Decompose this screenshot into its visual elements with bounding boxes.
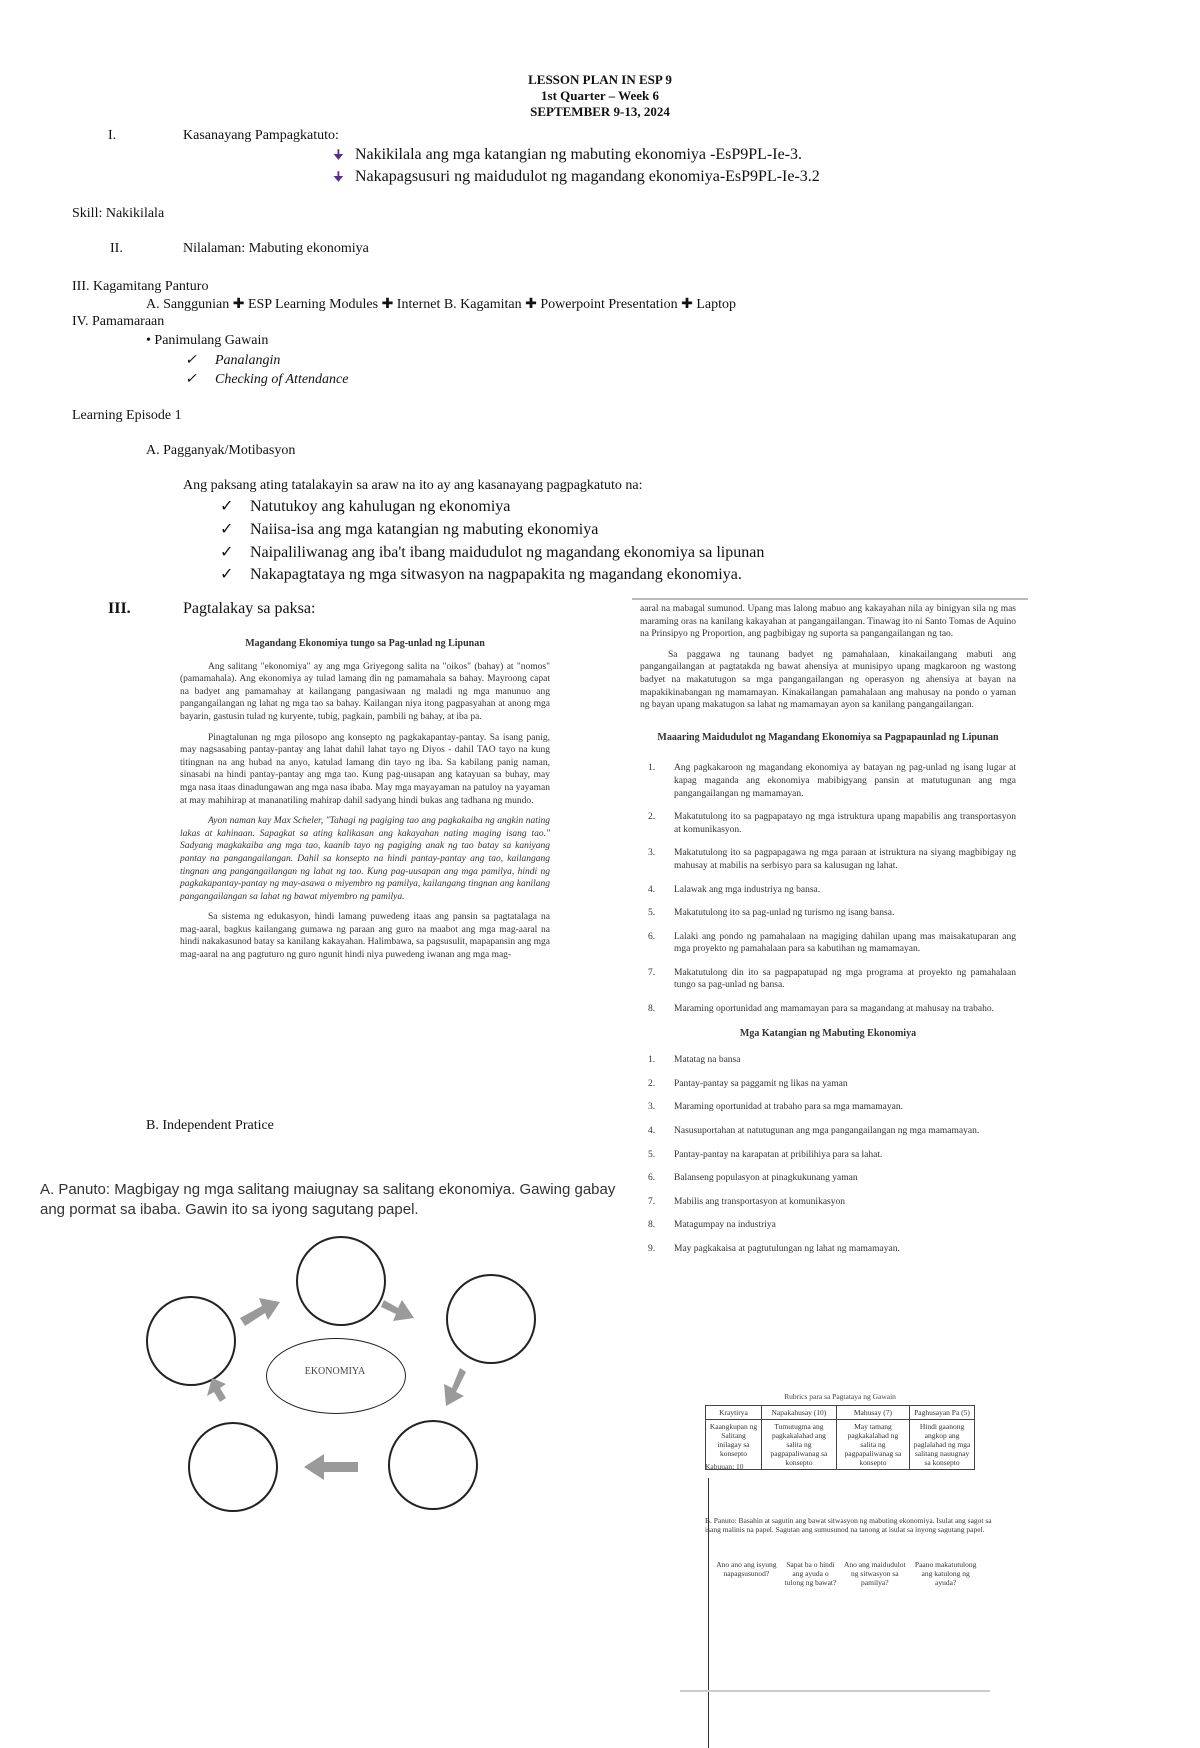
checkmark-icon: ✓ [185,353,197,368]
table-cell: Kaangkupan ng Salitang inilagay sa konsepto [706,1420,762,1470]
list-item: 5. Makatutulong ito sa pag-unlad ng turismo ng isang bansa. [648,908,895,919]
check-item: ✓ Checking of Attendance [185,372,349,387]
rubric-title: Rubrics para sa Pagtataya ng Gawain [784,1392,896,1401]
list-item: 2. Makatutulong ito sa pagpapatayo ng mga istruktura upang mapabilis ang transportasyon at komunikasyon. [648,812,1016,835]
section1-label: Kasanayang Pampagkatuto: [183,128,339,143]
article-continuation: Sa paggawa ng taunang badyet ng pamahalaan, kinakailangang mabuti ang pangangailangan at pagtatakda ng bawat ahensiya at munisipyo upang magkaroon ng wastong badyet na makatutugon sa mga pangangailangan ng operasyon ng ahensiya at bayan na mapakikinabangan ng mamamayan. Kinakailangan pamahalaan ang mahusay na pondo o yaman ng bayan upang makatugon sa lahat ng mamamayan ayon sa kanilang pangangailangan. [640,649,1016,711]
list-item: 7. Mabilis ang transportasyon at komunikasyon [648,1196,845,1207]
table-cell: Tumutugma ang pagkakalahad ang salita ng pagpapaliwanag sa konsepto [761,1420,836,1470]
competency-item: ✓ Naipaliliwanag ang iba't ibang maidudulot ng magandang ekonomiya sa lipunan [220,544,765,561]
table-cell: Sapat ba o hindi ang ayuda o tulong ng bawat? [784,1560,837,1587]
objective-item: 🠋 Nakapagsusuri ng maidudulot ng magandang ekonomiya-EsP9PL-Ie-3.2 [333,168,820,190]
independent-instruction: A. Panuto: Magbigay ng mga salitang maiugnay sa salitang ekonomiya. Gawing gabay ang pormat sa ibaba. Gawin ito sa iyong sagutang papel. [40,1181,616,1218]
rubric-total: Kabuuan: 10 [705,1462,744,1471]
article-continuation: aaral na mabagal sumunod. Upang mas lalong mabuo ang kakayahan nila ay binigyan sila ng mas maraming oras na kanilang kakayahan at pangangailangan. Tinawag ito ni Santo Tomas de Aquino na Prinsipyo ng Proportion, ang pagbibigay ng suporta sa pangangailangan ng tao. [640,604,1016,640]
gray-arrow-icon [240,1298,280,1326]
objective-item: 🠋 Nakikilala ang mga katangian ng mabuting ekonomiya -EsP9PL-Ie-3. [333,146,802,168]
article-paragraph: Ang salitang "ekonomiya" ay ang mga Griyegong salita na "oikos" (bahay) at "nomos" (pamamahala). Ang ekonomiya ay tulad lamang din ng pamamahala sa bahay. Mayroong capat na badyet ang pamamahay at kailangang pangasiwaan ng maladi ng mga manunuo ang pangangailangan ng lahat ng mga tao sa bahay. Kailangan niya itong pagpasyahan at anong mga bayarin, gastusin tulad ng kuryente, tubig, pagkain, pambili ng bahay, at iba pa. [180,661,550,722]
gray-arrow-icon [444,1368,466,1406]
checkmark-icon: ✓ [185,372,197,387]
list-item: 3. Makatutulong ito sa pagpapagawa ng mga paraan at istruktura na siyang magbibigay ng mahusay at mabilis na serbisyo para sa kalusugan ng lahat. [648,848,1016,871]
list-item: 7. Makatutulong din ito sa pagpapatupad ng mga programa at proyekto ng pamahalaan tungo sa pag-unlad ng bansa. [648,967,1016,991]
table-cell: May tamang pagkakalahad ng salita ng pagpapaliwanag sa konsepto [836,1420,909,1470]
section1-number: I. [108,128,117,143]
list-item: 6. Balanseng populasyon at pinagkukunang yaman [648,1173,858,1184]
maidudulot-title: Maaaring Maidudulot ng Magandang Ekonomiya sa Pagpapaunlad ng Lipunan [657,731,999,743]
table-cell: Kraytirya [706,1406,762,1420]
motivation-intro: Ang paksang ating tatalakayin sa araw na ito ay ang kasanayang pagpagkatuto na: [183,478,643,493]
check-item: ✓ Panalangin [185,353,281,368]
checkmark-icon: ✓ [220,498,234,515]
article-paragraph: Pinagtalunan ng mga pilosopo ang konsepto ng pagkakapantay-pantay. Sa isang panig, may nagsasabing pantay-pantay ang lahat dahil lahat tayo ng Diyos - dahil TAO tayo na kung titingnan na ang hubad na anyo, katulad lamang din tayo ng iba. Sa kabilang panig naman, sinasabi na hindi pantay-pantay ang mga tao. Kung pag-uusapan ang katayuan sa buhay, may mga nasa itaas dinadungawan ang mga nasa ibaba. May mga mayayaman na patuloy na yayaman at may mahihirap at mananatiling mahirap dahil sadyang hindi bukas ang tadhana ng mundo. [180,732,550,806]
gray-arrow-icon [304,1454,358,1480]
article-title: Magandang Ekonomiya tungo sa Pag-unlad ng Lipunan [245,638,485,649]
list-item: 9. May pagkakaisa at pagtutulungan ng lahat ng mamamayan. [648,1244,900,1254]
table-cell: Paano makatutulong ang katulong ng ayuda? [914,1560,977,1587]
table-cell: Mahusay (7) [836,1406,909,1420]
activity-bullet: • Panimulang Gawain [146,333,269,348]
section2-number: II. [110,241,123,256]
motivation-label: A. Pagganyak/Motibasyon [146,443,296,458]
discussion-label: Pagtalakay sa paksa: [183,600,316,617]
table-cell: Ano ano ang isyung napagsusunod? [716,1560,777,1578]
table-cell: Napakahusay (10) [761,1406,836,1420]
skill-line: Skill: Nakikilala [72,206,165,221]
competency-item: ✓ Naiisa-isa ang mga katangian ng mabuting ekonomiya [220,521,599,538]
down-arrow-icon: 🠋 [333,147,344,162]
part-b-instruction: B. Panuto: Basahin at sagutin ang bawat sitwasyon ng mabuting ekonomiya. Isulat ang sagot sa isang malinis na papel. Sagutan ang sumusunod na tanong at isulat sa inyong sagutang papel. [705,1516,992,1534]
list-item: 1. Ang pagkakaroon ng magandang ekonomiya ay batayan ng pag-unlad ng isang lugar at kapag maganda ang ekonomiya mabibigyang pansin at matutugunan ang mga pangangailangan ng mamamayan. [648,763,1016,799]
down-arrow-icon: 🠋 [333,169,344,184]
table-cell: Ano ang maidudulot ng sitwasyon sa pamilya? [843,1560,906,1587]
article-paragraph: Ayon naman kay Max Scheler, "Tahagi ng pagiging tao ang pagkakaiba ng angkin nating lakas at kahinaan. Sapagkat sa ating kalikasan ang kakayahan nating maging isang tao." Sadyang magkakaiba ang mga tao, kaanib tayo ng pagiging anak ng tao batay sa kaniyang pantay na pangangailangan. Dahil sa konsepto na hindi pantay-pantay ang tao, kailangang tingnan ang pangangailangan ng lahat ng tao. Kung pag-uusapan ang mga pamilya, hindi ng pagkakapantay-pantay ng may-asawa o miyembro ng pamilya, kailangang tingnan ang kanilang pangangailangan sa lahat ng bawat miyembro ng pamilya. [180,816,550,902]
table-cell: Paghusayan Pa (5) [910,1406,975,1420]
list-item: 8. Matagumpay na industriya [648,1220,776,1231]
list-item: 4. Lalawak ang mga industriya ng bansa. [648,884,821,895]
article-paragraph: Sa sistema ng edukasyon, hindi lamang puwedeng itaas ang pansin sa pagtatalaga na mag-aaral, bagkus kailangang gumawa ng paraan ang guro na maabot ang mga mag-aaral na hindi nakakasunod batay sa kanilang kakayahan. Halimbawa, sa pagsusulit, mapapansin ang mga mag-aaral na ang pagtuturo ng guro ngunit hindi niya puwedeng iwanan ang mga mag- [180,912,550,961]
checkmark-icon: ✓ [220,544,234,561]
list-item: 3. Maraming oportunidad at trabaho para sa mga mamamayan. [648,1102,903,1113]
header-title: LESSON PLAN IN ESP 9 [528,72,672,87]
list-item: 5. Pantay-pantay na karapatan at pribilihiya para sa lahat. [648,1149,883,1160]
list-item: 1. Matatag na bansa [648,1055,741,1066]
list-item: 2. Pantay-pantay sa paggamit ng likas na yaman [648,1078,848,1089]
episode-label: Learning Episode 1 [72,408,182,423]
section2-label: Nilalaman: Mabuting ekonomiya [183,241,369,256]
katangian-title: Mga Katangian ng Mabuting Ekonomiya [739,1027,917,1039]
materials-line: A. Sanggunian ✚ ESP Learning Modules ✚ Internet B. Kagamitan ✚ Powerpoint Presentation ✚ Laptop [146,297,736,312]
gray-arrow-icon [381,1300,414,1321]
section3-label: III. Kagamitang Panturo [72,279,209,294]
discussion-number: III. [108,600,131,617]
competency-item: ✓ Natutukoy ang kahulugan ng ekonomiya [220,498,511,515]
table-cell: Hindi gaanong angkop ang paglalahad ng mga salitang nauugnay sa konsepto [910,1420,975,1470]
list-item: 8. Maraming oportunidad ang mamamayan para sa magandang at mahusay na trabaho. [648,1004,994,1015]
gray-arrow-icon [207,1378,226,1402]
header-date: SEPTEMBER 9-13, 2024 [530,104,670,119]
list-item: 6. Lalaki ang pondo ng pamahalaan na magiging dahilan upang mas maisakatuparan ang mga proyekto ng pamahalaan para sa kabutihan ng mamamayan. [648,931,1016,955]
checkmark-icon: ✓ [220,566,234,583]
header-quarter: 1st Quarter – Week 6 [541,88,659,103]
center-label: EKONOMIYA [304,1366,366,1377]
checkmark-icon: ✓ [220,521,234,538]
list-item: 4. Nasusuportahan at natutugunan ang mga pangangailangan ng mga mamamayan. [648,1126,980,1137]
section4-label: IV. Pamamaraan [72,314,165,329]
competency-item: ✓ Nakapagtataya ng mga sitwasyon na nagpapakita ng magandang ekonomiya. [220,566,742,583]
independent-label: B. Independent Pratice [146,1118,274,1133]
